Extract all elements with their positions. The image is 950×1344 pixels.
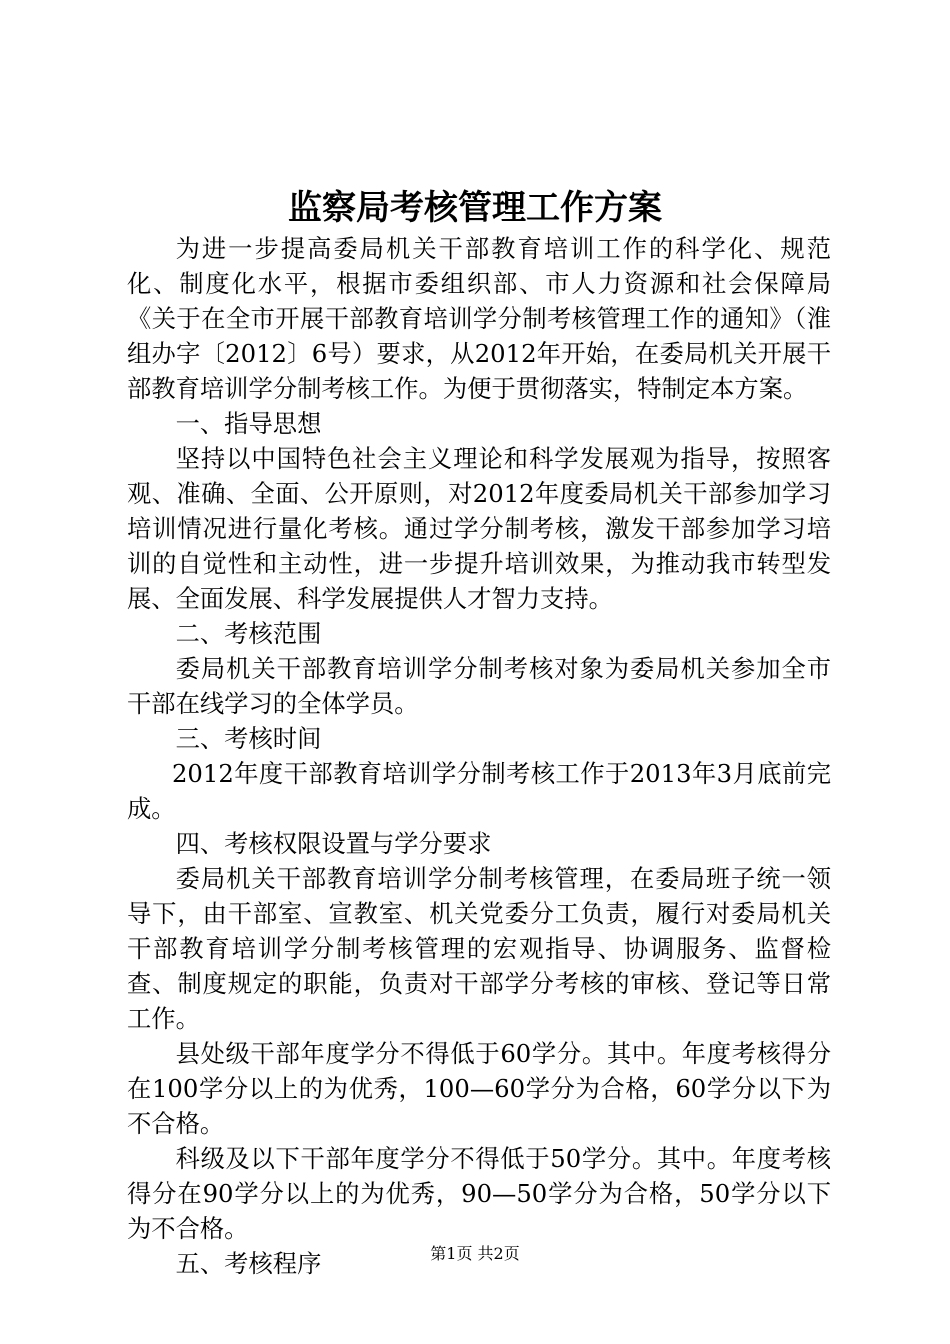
document-body [127, 231, 831, 1281]
paragraph-county-level-credits: 县处级干部年度学分不得低于60学分。其中。年度考核得分在100学分以上的为优秀，100—60学分为合格，60学分以下为不合格。 [127, 1039, 831, 1138]
page-number-footer: 第1页 共2页 [430, 1244, 520, 1263]
section-heading-assessment-scope: 二、考核范围 [175, 619, 322, 648]
document-title: 监察局考核管理工作方案 [288, 188, 662, 228]
section-heading-assessment-time: 三、考核时间 [175, 724, 322, 753]
paragraph-guiding-ideology: 坚持以中国特色社会主义理论和科学发展观为指导，按照客观、准确、全面、公开原则，对2012年度委局机关干部参加学习培训情况进行量化考核。通过学分制考核，激发干部参加学习培训的自觉性和主动性，进一步提升培训效果，为推动我市转型发展、全面发展、科学发展提供人才智力支持。 [127, 444, 831, 613]
section-heading-assessment-procedure: 五、考核程序 [175, 1249, 322, 1278]
section-heading-authority-and-credits: 四、考核权限设置与学分要求 [175, 829, 492, 858]
paragraph-assessment-time: 2012年度干部教育培训学分制考核工作于2013年3月底前完成。 [127, 759, 831, 823]
section-heading-guiding-ideology: 一、指导思想 [175, 409, 322, 438]
paragraph-section-level-credits: 科级及以下干部年度学分不得低于50学分。其中。年度考核得分在90学分以上的为优秀，90—50学分为合格，50学分以下为不合格。 [127, 1144, 831, 1243]
paragraph-authority: 委局机关干部教育培训学分制考核管理，在委局班子统一领导下，由干部室、宣教室、机关党委分工负责，履行对委局机关干部教育培训学分制考核管理的宏观指导、协调服务、监督检查、制度规定的职能，负责对干部学分考核的审核、登记等日常工作。 [127, 864, 831, 1033]
intro-paragraph: 为进一步提高委局机关干部教育培训工作的科学化、规范化、制度化水平，根据市委组织部、市人力资源和社会保障局《关于在全市开展干部教育培训学分制考核管理工作的通知》（淮组办字〔2012〕6号）要求，从2012年开始，在委局机关开展干部教育培训学分制考核工作。为便于贯彻落实，特制定本方案。 [127, 234, 831, 403]
paragraph-assessment-scope: 委局机关干部教育培训学分制考核对象为委局机关参加全市干部在线学习的全体学员。 [127, 654, 831, 718]
